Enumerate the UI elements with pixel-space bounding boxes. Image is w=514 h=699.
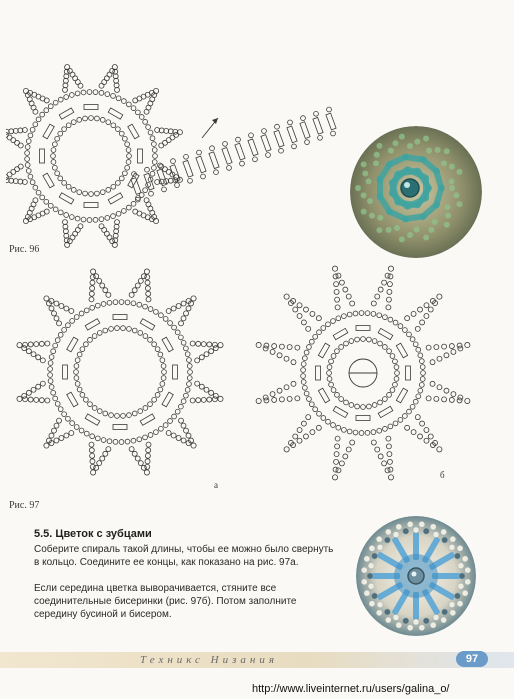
watermark-url[interactable]: http://www.liveinternet.ru/users/galina_o/ [252,683,450,695]
figure-97a-label: а [214,480,218,490]
figure-97b-diagram [248,258,488,498]
figure-97a-diagram [8,262,238,492]
page-number-badge: 97 [456,651,488,667]
paragraph-1: Соберите спираль такой длины, чтобы ее можно было свернуть в кольцо. Соедините ее концы, как показано на рис. 97а. [34,544,334,568]
figure-97b-label: б [440,470,445,480]
beaded-spiral-photo [350,126,482,258]
figure-96-caption: Рис. 96 [9,244,40,255]
figure-97-caption: Рис. 97 [9,500,40,511]
running-title: Техникс Низания [140,654,278,666]
paragraph-2: Если середина цветка выворачивается, стяните все соединительные бисеринки (рис. 97б). Потом заполните середину бусиной и бисером. [34,583,297,620]
figure-96-diagram [6,56,366,256]
section-title: 5.5. Цветок с зубцами [34,528,152,540]
beaded-flower-photo [356,516,476,636]
